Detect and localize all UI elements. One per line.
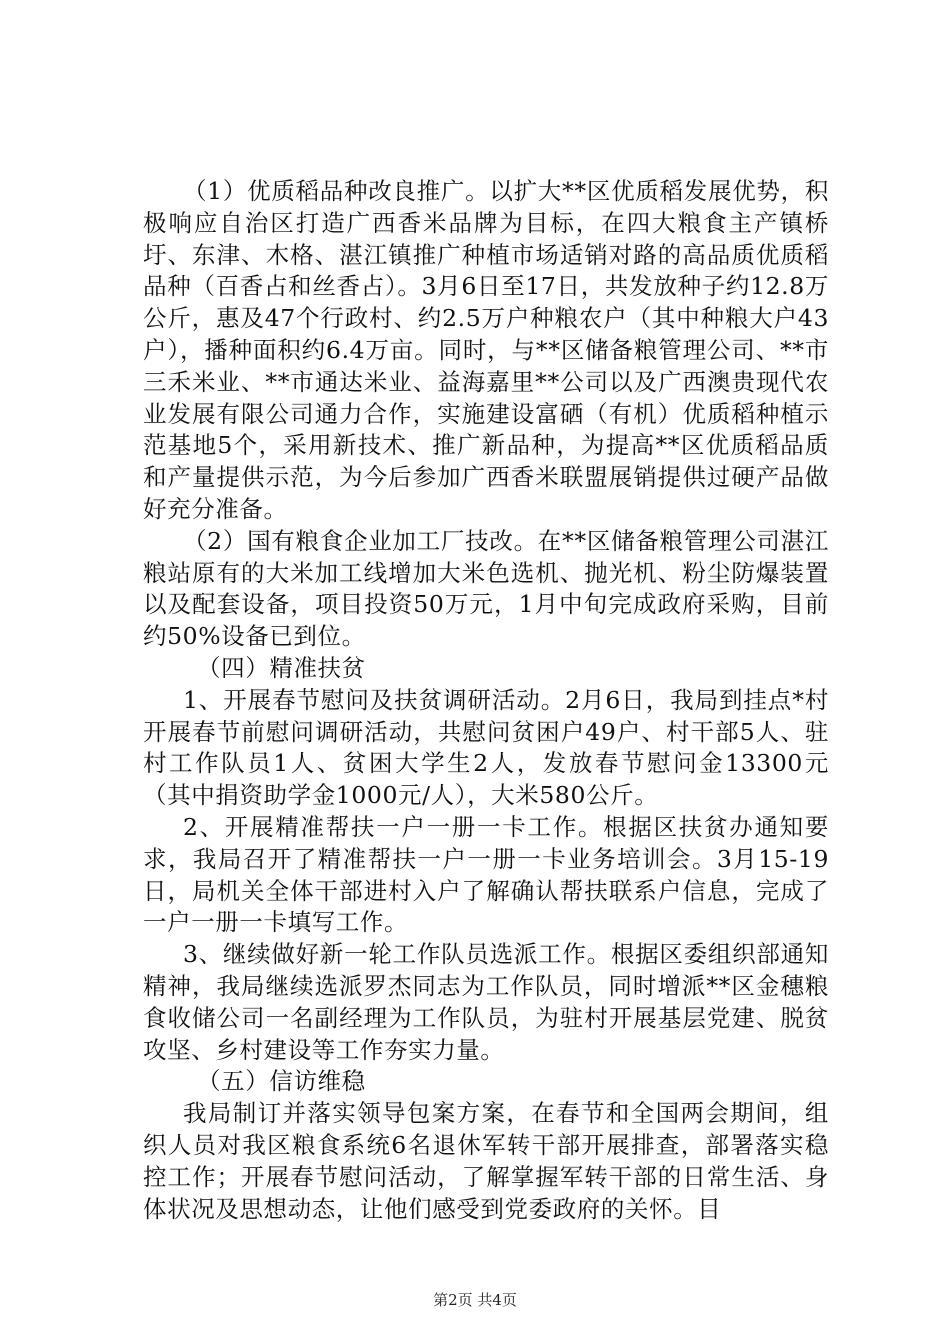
paragraph-quality-rice: （1）优质稻品种改良推广。以扩大**区优质稻发展优势，积极响应自治区打造广西香米品牌为目标，在四大粮食主产镇桥圩、东津、木格、湛江镇推广种植市场适销对路的高品质优质稻品种（百香占和丝香占）。3月6日至17日，共发放种子约12.8万公斤，惠及47个行政村、约2.5万户种粮农户（其中种粮大户43户），播种面积约6.4万亩。同时，与**区储备粮管理公司、**市三禾米业、**市通达米业、益海嘉里**公司以及广西澳贵现代农业发展有限公司通力合作，实施建设富硒（有机）优质稻种植示范基地5个，采用新技术、推广新品种，为提高**区优质稻品质和产量提供示范，为今后参加广西香米联盟展销提供过硬产品做好充分准备。 (143, 177, 829, 523)
document-body (143, 176, 829, 1225)
section-heading-poverty: （四）精准扶贫 (197, 653, 366, 682)
paragraph-processing-plant: （2）国有粮食企业加工厂技改。在**区储备粮管理公司湛江粮站原有的大米加工线增加大米色选机、抛光机、粉尘防爆装置以及配套设备，项目投资50万元，1月中旬完成政府采购，目前约50%设备已到位。 (143, 526, 829, 651)
section-heading-petitions: （五）信访维稳 (197, 1067, 366, 1096)
paragraph-team-dispatch: 3、继续做好新一轮工作队员选派工作。根据区委组织部通知精神，我局继续选派罗杰同志为工作队员，同时增派**区金穗粮食收储公司一名副经理为工作队员，为驻村开展基层党建、脱贫攻坚、乡村建设等工作夯实力量。 (143, 940, 829, 1064)
paragraph-stability: 我局制订并落实领导包案方案，在春节和全国两会期间，组织人员对我区粮食系统6名退休军转干部开展排查，部署落实稳控工作；开展春节慰问活动，了解掌握军转干部的日常生活、身体状况及思想动态，让他们感受到党委政府的关怀。目 (143, 1099, 829, 1223)
page-footer: 第2页 共4页 (433, 1291, 517, 1309)
paragraph-household-cards: 2、开展精准帮扶一户一册一卡工作。根据区扶贫办通知要求，我局召开了精准帮扶一户一册一卡业务培训会。3月15-19日，局机关全体干部进村入户了解确认帮扶联系户信息，完成了一户一册一卡填写工作。 (143, 812, 829, 937)
paragraph-spring-festival-visit: 1、开展春节慰问及扶贫调研活动。2月6日，我局到挂点*村开展春节前慰问调研活动，共慰问贫困户49户、村干部5人、驻村工作队员1人、贫困大学生2人，发放春节慰问金13300元（其中捐资助学金1000元/人），大米580公斤。 (143, 685, 829, 810)
